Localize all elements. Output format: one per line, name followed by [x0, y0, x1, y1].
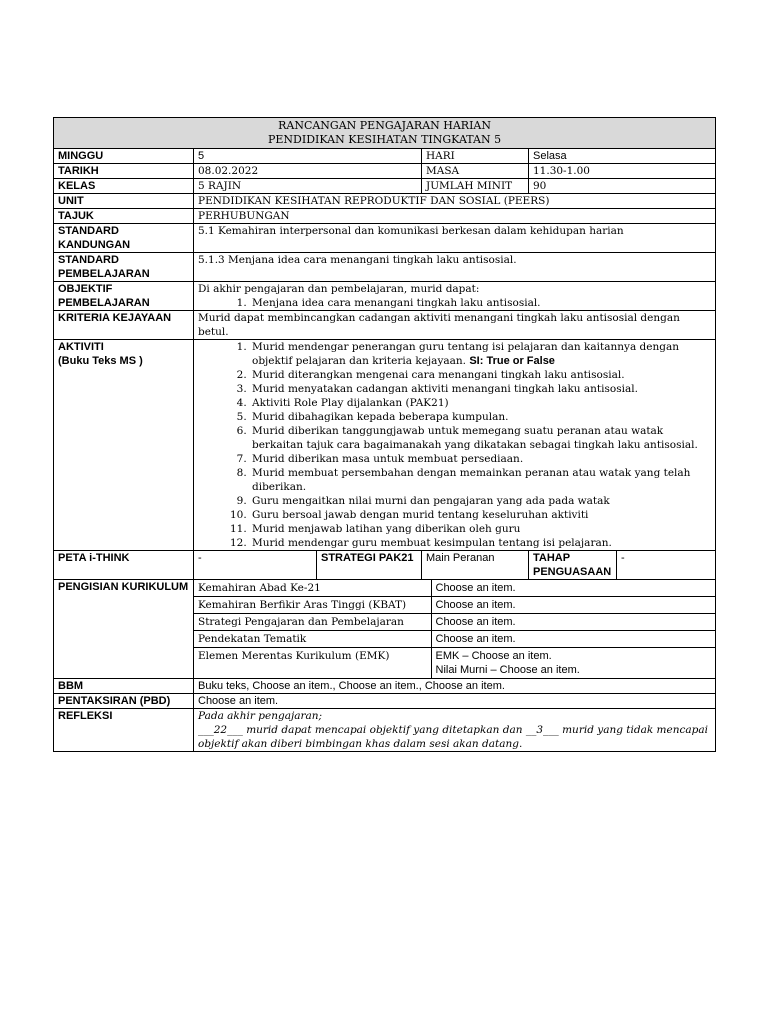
document-title — [54, 118, 716, 149]
pengisian-kurikulum-table — [194, 580, 715, 678]
aktiviti-item — [250, 340, 711, 368]
value-hari: Selasa — [529, 149, 716, 164]
lesson-plan-table — [53, 117, 716, 752]
row-peta-ithink — [54, 551, 716, 580]
pengisian-dropdown[interactable]: EMK – Choose an item. — [435, 650, 552, 662]
label-peta-ithink: PETA i-THINK — [54, 551, 194, 580]
row-minggu — [54, 149, 716, 164]
label-refleksi: REFLEKSI — [54, 709, 194, 752]
row-tarikh — [54, 164, 716, 179]
label-masa: MASA — [422, 164, 529, 179]
label-pentaksiran: PENTAKSIRAN (PBD) — [54, 694, 194, 709]
label-minggu: MINGGU — [54, 149, 194, 164]
label-objektif: OBJEKTIF PEMBELAJARAN — [54, 282, 194, 311]
row-standard-pembelajaran — [54, 253, 716, 282]
aktiviti-item: 7. Murid diberikan masa untuk membuat persediaan. — [250, 452, 711, 466]
pengisian-name: Kemahiran Berfikir Aras Tinggi (KBAT) — [194, 597, 431, 614]
pengisian-row — [194, 580, 715, 597]
aktiviti-item: 9. Guru mengaitkan nilai murni dan pengajaran yang ada pada watak — [250, 494, 711, 508]
value-pentaksiran[interactable]: Choose an item. — [194, 694, 716, 709]
value-tarikh: 08.02.2022 — [194, 164, 422, 179]
value-standard-kandungan: 5.1 Kemahiran interpersonal dan komunikasi berkesan dalam kehidupan harian — [194, 224, 716, 253]
row-unit — [54, 194, 716, 209]
value-tahap-penguasaan: - — [617, 551, 716, 580]
value-masa: 11.30-1.00 — [529, 164, 716, 179]
row-objektif — [54, 282, 716, 311]
pengisian-kurikulum-grid — [194, 580, 716, 679]
pengisian-name: Strategi Pengajaran dan Pembelajaran — [194, 614, 431, 631]
label-bbm: BBM — [54, 679, 194, 694]
row-pengisian-kurikulum — [54, 580, 716, 679]
header-row — [54, 118, 716, 149]
objektif-list — [198, 296, 711, 310]
label-tajuk: TAJUK — [54, 209, 194, 224]
label-aktiviti — [54, 340, 194, 551]
pengisian-dropdown[interactable]: Choose an item. — [431, 631, 715, 648]
value-refleksi — [194, 709, 716, 752]
aktiviti-item: 12. Murid mendengar guru membuat kesimpulan tentang isi pelajaran. — [250, 536, 711, 550]
row-standard-kandungan — [54, 224, 716, 253]
pengisian-name: Elemen Merentas Kurikulum (EMK) — [194, 648, 431, 679]
label-kriteria: KRITERIA KEJAYAAN — [54, 311, 194, 340]
label-kelas: KELAS — [54, 179, 194, 194]
title-line-2: PENDIDIKAN KESIHATAN TINGKATAN 5 — [268, 133, 502, 146]
aktiviti-sublabel: (Buku Teks MS ) — [58, 355, 143, 367]
value-unit: PENDIDIKAN KESIHATAN REPRODUKTIF DAN SOSIAL (PEERS) — [194, 194, 716, 209]
label-standard-pembelajaran: STANDARD PEMBELAJARAN — [54, 253, 194, 282]
value-jumlah-minit: 90 — [529, 179, 716, 194]
value-kelas: 5 RAJIN — [194, 179, 422, 194]
refleksi-line-2: ___22___ murid dapat mencapai objektif yang ditetapkan dan __3___ murid yang tidak mencapai objektif akan diberi bimbingan khas dalam sesi akan datang. — [198, 724, 708, 750]
value-standard-pembelajaran: 5.1.3 Menjana idea cara menangani tingkah laku antisosial. — [194, 253, 716, 282]
pengisian-dropdown[interactable]: Choose an item. — [431, 580, 715, 597]
objektif-intro: Di akhir pengajaran dan pembelajaran, murid dapat: — [198, 283, 480, 295]
aktiviti-item: 10. Guru bersoal jawab dengan murid tentang keseluruhan aktiviti — [250, 508, 711, 522]
label-strategi-pak21: STRATEGI PAK21 — [317, 551, 422, 580]
value-strategi-pak21: Main Peranan — [422, 551, 529, 580]
lesson-plan-document — [53, 117, 715, 752]
title-line-1: RANCANGAN PENGAJARAN HARIAN — [278, 119, 492, 132]
pengisian-name: Kemahiran Abad Ke-21 — [194, 580, 431, 597]
row-kelas — [54, 179, 716, 194]
pengisian-dropdown[interactable]: Nilai Murni – Choose an item. — [435, 664, 580, 676]
aktiviti-item: 5. Murid dibahagikan kepada beberapa kumpulan. — [250, 410, 711, 424]
label-jumlah-minit: JUMLAH MINIT — [422, 179, 529, 194]
aktiviti-item: 3. Murid menyatakan cadangan aktiviti menangani tingkah laku antisosial. — [250, 382, 711, 396]
label-unit: UNIT — [54, 194, 194, 209]
value-aktiviti — [194, 340, 716, 551]
row-aktiviti — [54, 340, 716, 551]
value-objektif — [194, 282, 716, 311]
aktiviti-item: 11. Murid menjawab latihan yang diberikan oleh guru — [250, 522, 711, 536]
aktiviti-item: 4. Aktiviti Role Play dijalankan (PAK21) — [250, 396, 711, 410]
value-bbm[interactable]: Buku teks, Choose an item., Choose an item., Choose an item. — [194, 679, 716, 694]
value-kriteria: Murid dapat membincangkan cadangan aktiviti menangani tingkah laku antisosial dengan betul. — [194, 311, 716, 340]
aktiviti-item-text: Murid mendengar penerangan guru tentang isi pelajaran dan kaitannya dengan objektif pelajaran dan kriteria kejayaan. — [252, 341, 679, 367]
label-standard-kandungan: STANDARD KANDUNGAN — [54, 224, 194, 253]
row-kriteria — [54, 311, 716, 340]
refleksi-line-1: Pada akhir pengajaran; — [198, 710, 323, 722]
row-tajuk — [54, 209, 716, 224]
aktiviti-item: 2. Murid diterangkan mengenai cara menangani tingkah laku antisosial. — [250, 368, 711, 382]
aktiviti-item: 6. Murid diberikan tanggungjawab untuk memegang suatu peranan atau watak berkaitan tajuk cara bagaimanakah yang dikatakan sebagai tingkah laku antisosial. — [250, 424, 711, 452]
pengisian-name: Pendekatan Tematik — [194, 631, 431, 648]
label-pengisian-kurikulum: PENGISIAN KURIKULUM — [54, 580, 194, 679]
label-tarikh: TARIKH — [54, 164, 194, 179]
aktiviti-si-label: SI: True or False — [469, 355, 555, 367]
row-bbm — [54, 679, 716, 694]
pengisian-dropdown[interactable]: Choose an item. — [431, 597, 715, 614]
pengisian-row — [194, 597, 715, 614]
pengisian-row — [194, 614, 715, 631]
row-pentaksiran — [54, 694, 716, 709]
value-peta-ithink: - — [194, 551, 317, 580]
value-tajuk: PERHUBUNGAN — [194, 209, 716, 224]
label-hari: HARI — [422, 149, 529, 164]
pengisian-row — [194, 631, 715, 648]
row-refleksi — [54, 709, 716, 752]
pengisian-row — [194, 648, 715, 679]
pengisian-dropdown[interactable]: Choose an item. — [431, 614, 715, 631]
pengisian-emk-values — [431, 648, 715, 679]
value-minggu: 5 — [194, 149, 422, 164]
aktiviti-label: AKTIVITI — [58, 341, 104, 353]
objektif-item: 1. Menjana idea cara menangani tingkah laku antisosial. — [250, 296, 711, 310]
aktiviti-item: 8. Murid membuat persembahan dengan memainkan peranan atau watak yang telah diberikan. — [250, 466, 711, 494]
aktiviti-list — [198, 340, 711, 550]
label-tahap-penguasaan: TAHAP PENGUASAAN — [529, 551, 617, 580]
